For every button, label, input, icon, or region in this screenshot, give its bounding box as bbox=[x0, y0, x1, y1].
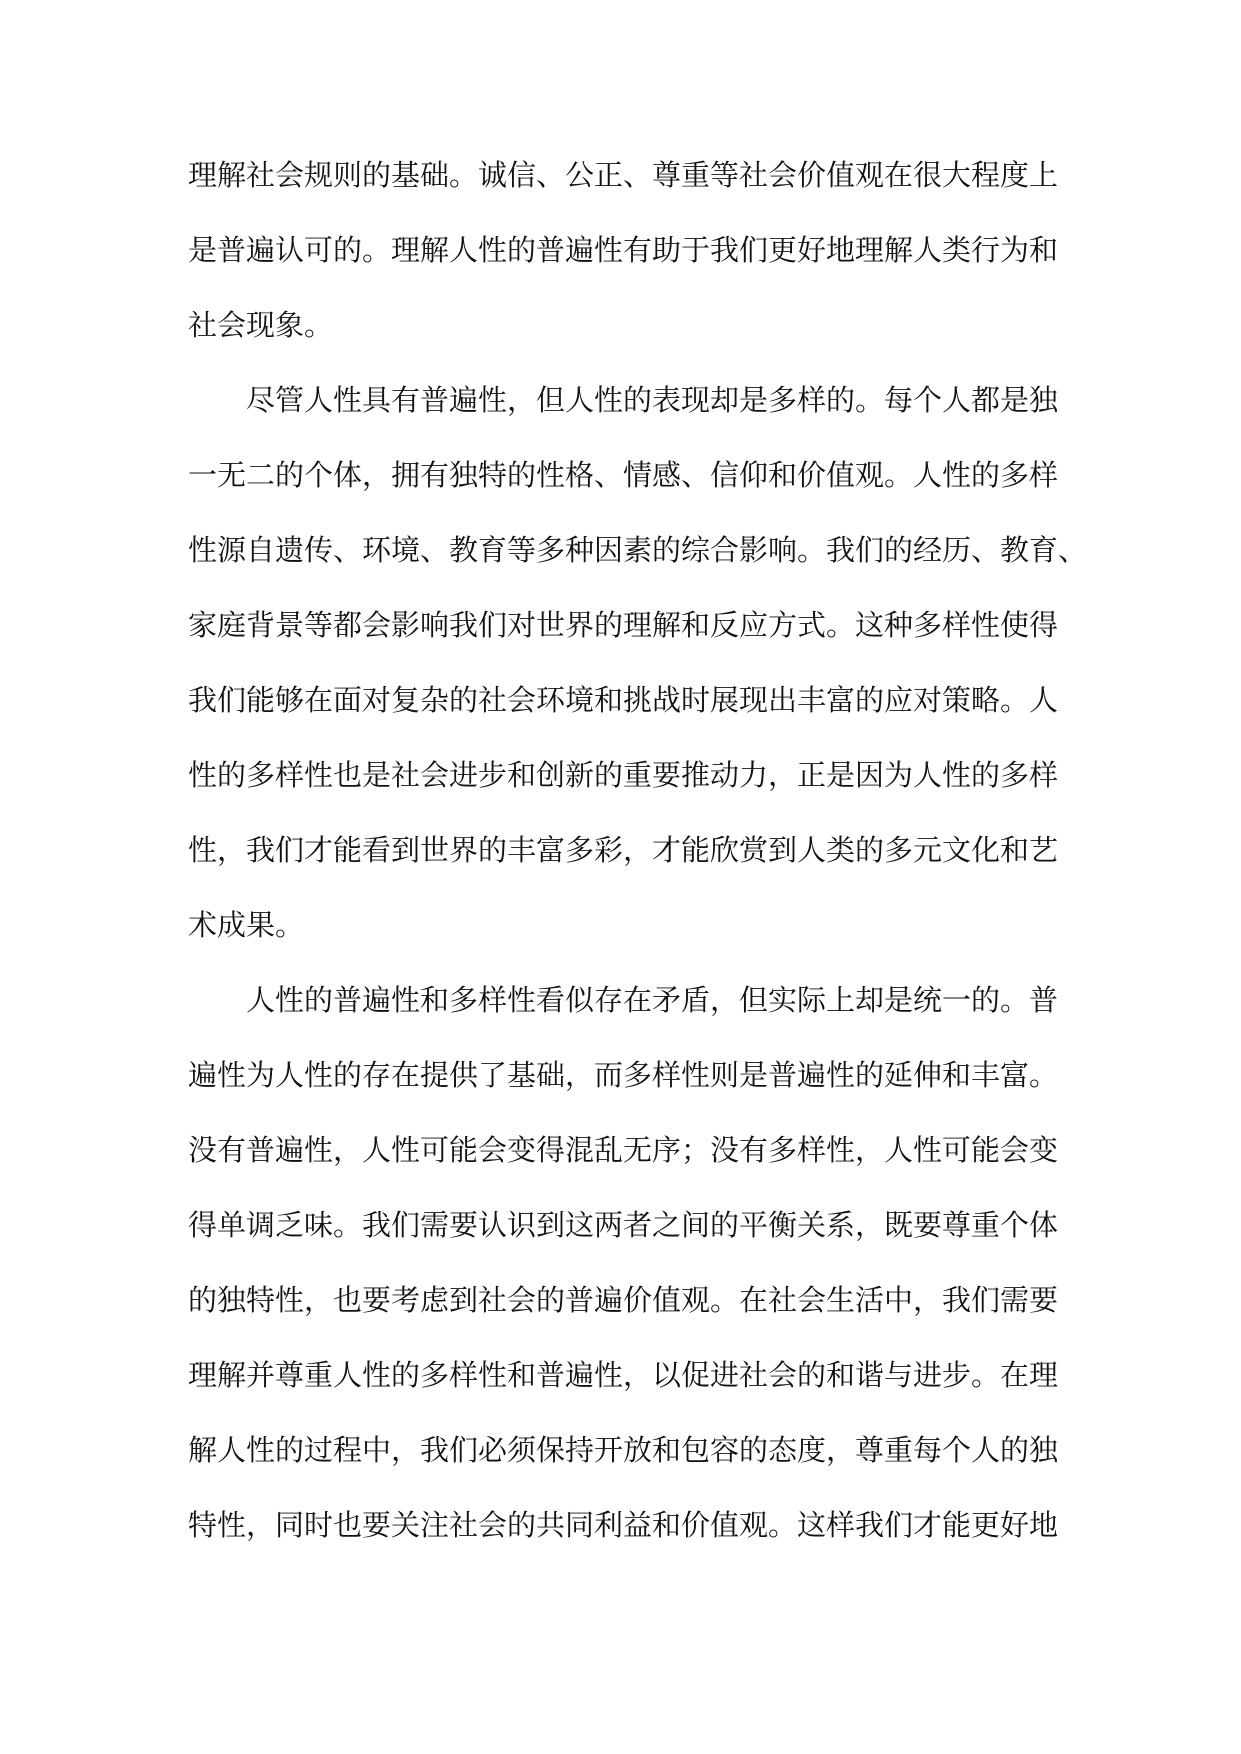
text-line: 我们能够在面对复杂的社会环境和挑战时展现出丰富的应对策略。人 bbox=[188, 683, 1059, 717]
text-line: 遍性为人性的存在提供了基础，而多样性则是普遍性的延伸和丰富。 bbox=[188, 1058, 1059, 1092]
text-line: 的独特性，也要考虑到社会的普遍价值观。在社会生活中，我们需要 bbox=[188, 1283, 1059, 1317]
text-line: 人性的普遍性和多样性看似存在矛盾，但实际上却是统一的。普 bbox=[246, 983, 1059, 1017]
text-line: 特性，同时也要关注社会的共同利益和价值观。这样我们才能更好地 bbox=[188, 1508, 1059, 1542]
text-line: 性源自遗传、环境、教育等多种因素的综合影响。我们的经历、教育、 bbox=[188, 533, 1088, 567]
text-line: 社会现象。 bbox=[188, 308, 334, 342]
text-line: 没有普遍性，人性可能会变得混乱无序；没有多样性，人性可能会变 bbox=[188, 1133, 1059, 1167]
text-line: 性，我们才能看到世界的丰富多彩，才能欣赏到人类的多元文化和艺 bbox=[188, 833, 1059, 867]
text-line: 一无二的个体，拥有独特的性格、情感、信仰和价值观。人性的多样 bbox=[188, 458, 1059, 492]
text-line: 是普遍认可的。理解人性的普遍性有助于我们更好地理解人类行为和 bbox=[188, 233, 1059, 267]
text-line: 解人性的过程中，我们必须保持开放和包容的态度，尊重每个人的独 bbox=[188, 1433, 1059, 1467]
text-line: 理解社会规则的基础。诚信、公正、尊重等社会价值观在很大程度上 bbox=[188, 158, 1059, 192]
body-text bbox=[188, 138, 1088, 1563]
text-line: 理解并尊重人性的多样性和普遍性，以促进社会的和谐与进步。在理 bbox=[188, 1358, 1059, 1392]
text-line: 家庭背景等都会影响我们对世界的理解和反应方式。这种多样性使得 bbox=[188, 608, 1059, 642]
text-line: 尽管人性具有普遍性，但人性的表现却是多样的。每个人都是独 bbox=[246, 383, 1059, 417]
text-line: 术成果。 bbox=[188, 908, 305, 942]
text-line: 性的多样性也是社会进步和创新的重要推动力，正是因为人性的多样 bbox=[188, 758, 1059, 792]
text-line: 得单调乏味。我们需要认识到这两者之间的平衡关系，既要尊重个体 bbox=[188, 1208, 1059, 1242]
